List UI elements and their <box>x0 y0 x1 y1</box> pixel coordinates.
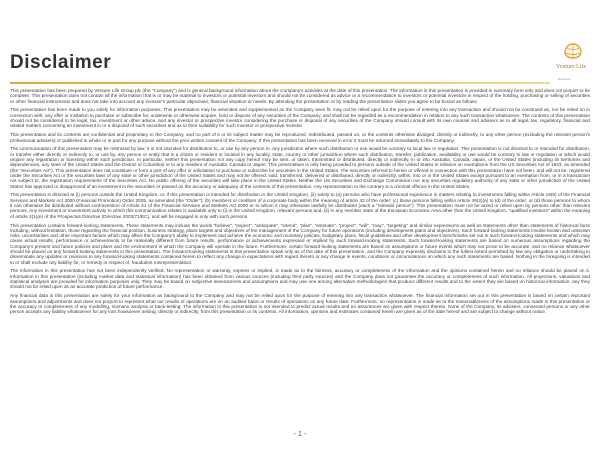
logo-tagline: life science <box>558 78 571 81</box>
disclaimer-body <box>10 88 590 318</box>
page-title: Disclaimer <box>10 52 112 73</box>
disclaimer-paragraph: This presentation and its contents are confidential and proprietary to the Company, and no part of it or its subject matter may be reproduced, redistributed, passed on, or the contents otherwise divulged, directly or indirectly, to any other person (excluding the relevant person's professional advisers) or published in whole or in part for any purpose without the prior written consent of the Company. If this presentation has been received in error it must be returned immediately to the Company. <box>10 132 590 143</box>
disclaimer-paragraph: This presentation has been made to you solely for information purposes. This presentation may be amended and supplemented as the Company sees fit, may not be relied upon for the purpose of entering into any transaction and should not be construed as, nor be relied on in connection with, any offer or invitation to purchase or subscribe for, underwrite or otherwise acquire, hold or dispose of any securities of the Company, and shall not be regarded as a recommendation in relation to any such transaction whatsoever. The contents of this presentation should not be considered to be legal, tax, investment or other advice, and any investor or prospective investor considering the purchase or disposal of any securities of the Company should consult with its own counsel and advisers as to all legal, tax, regulatory, financial and related matters concerning an investment in or a disposal of such securities and as to their suitability for such investor or prospective investor. <box>10 107 590 129</box>
disclaimer-paragraph: This presentation is directed at (i) persons outside the United Kingdom, or, if this presentation is intended for distribution in the United Kingdom, (ii) solely to (a) persons who have professional experience in matters relating to investments falling within Article 19(5) of the Financial Services and Markets Act 2000 (Financial Promotion) Order 2005, as amended (the "Order"); (b) members or creditors of a corporate body within the meaning of article 43 of the order; (c) those persons falling within Article 49(2)(a) to (d) of the order; or (d) those persons to whom it can otherwise be distributed without contravention of Article 21 of the Financial Services and Markets Act 2000 or to whom it may otherwise lawfully be distributed (each a "relevant person"). This presentation must not be acted or relied upon by persons other than relevant persons. Any investment or investment activity to which this communication relates is available only to (i) in the United Kingdom, relevant persons and, (ii) in any member state of the European Economic Area other than the United Kingdom, "qualified investors" within the meaning of article 2(1)(e) of the Prospectus Directive (Directive 2003/71/EC), and will be engaged in only with such persons. <box>10 192 590 219</box>
page-number: - 1 - <box>293 431 307 438</box>
venture-life-logo-icon <box>551 40 595 80</box>
disclaimer-paragraph: Any financial data in this presentation are solely for your information as background to the Company and may not be relied upon for the purpose of entering into any transaction whatsoever. The financial information set out in this presentation is based on certain important assumptions and adjustments and does not purport to represent what our results of operations are on an audited basis or results of operations on any future date. Furthermore, no representation is made as to the reasonableness of the assumptions made in this presentation or the accuracy or completeness of any modelling, scenario analysis or back-testing. The information in this presentation is not intended to predict actual results and no assurances are given with respect thereto. None of the Company, its advisers, connected persons or any other person accepts any liability whatsoever for any loss howsoever arising, directly or indirectly, from this presentation or its contents. All information, opinions and estimates contained herein are given as of the date hereof and are subject to change without notice. <box>10 293 590 315</box>
logo-wordmark: Venture Life <box>556 64 587 70</box>
disclaimer-paragraph: The information in this presentation has not been independently verified. No representation or warranty, express or implied, is made as to the fairness, accuracy or completeness of the information and the opinions contained herein and no reliance should be placed on it. Information in this presentation (including market data and statistical information) has been obtained from various sources (including third party sources) and the Company does not guarantee the accuracy or completeness of such information. All projections, valuations and statistical analyses are provided for information purposes only. They may be based on subjective assessments and assumptions and may use one among alternative methodologies that produce different results and to the extent they are based on historical information, any they should not be relied upon as an accurate prediction of future performance. <box>10 268 590 290</box>
title-divider <box>10 82 550 84</box>
disclaimer-paragraph: This presentation contains forward-looking statements. These statements may include the words "believe", "expect", "anticipate", "intend", "plan", "estimate", "project", "will", "may", "targeting" and similar expressions as well as statements other than statements of historical facts including, without limitation, those regarding the financial position, business strategy, plans targets and objectives of the management of the Company for future operations (including development plans and objectives). Such forward-looking statements involve known and unknown risks, uncertainties and other important factors which may affect the Company's ability to implement and achieve the economic and monetary policies, budgetary plans, fiscal guidelines and other development benchmarks set out in such forward-looking statements and which may cause actual results, performance or achievements to be materially different from future results, performance or achievements expressed or implied by such forward-looking statements. Such forward-looking statements are based on numerous assumptions regarding the Company's present and future policies and plans and the environment in which the Company will operate in the future. Furthermore, certain forward-looking statements are based on assumptions or future events which may not prove to be accurate, and no reliance whatsoever should be placed on any forward-looking statements in this presentation. The forward-looking statements in this presentation speak only as of the date of this presentation, and the Company expressly disclaims to the fullest extent permitted by law any obligation or undertaking to disseminate any updates or revisions to any forward-looking statements contained herein to reflect any change in expectations with regard thereto or any change in events, conditions or circumstances on which any such statements are based. Nothing in the foregoing is intended to or shall exclude any liability for, or remedy in respect of, fraudulent misrepresentation. <box>10 222 590 265</box>
disclaimer-paragraph: This presentation has been prepared by Venture Life Group plc (the "Company") and is general background information about the Company's activities at the date of this presentation. The information in this presentation is provided in summary form only and does not purport to be complete. This presentation does not contain all the information that is or may be material to investors or potential investors and should not be considered as advice or a recommendation to investors or potential investors in respect of the holding, purchasing or selling of securities or other financial instruments and does not take into account any investor's particular objectives, financial situation or needs. By attending the presentation or by reading the presentation slides you agree to be bound as follows: <box>10 88 590 104</box>
disclaimer-paragraph: The communication of this presentation may be restricted by law; it is not intended for distribution to, or use by any person in, any jurisdiction where such distribution or use would be contrary to local law or regulation. This presentation is not directed to or intended for distribution, or transfer either directly or indirectly to, or use by, any person or entity that is a citizen or resident or located in any locality, state, country or other jurisdiction where such distribution, transfer, publication, availability or use would be contrary to law or regulation or which would require any registration or licensing within such jurisdiction. In particular, neither this presentation nor any copy hereof may be sent, or taken, transmitted or distributed, directly or indirectly, in or into Australia, Canada, Japan, or the United States (including its territories and dependencies, any state of the United States and the District of Columbia) or to any resident of Australia, Canada or Japan. This presentation is only being provided to persons outside of the United States in reliance on exemptions from the US Securities Act of 1933, as amended (the "Securities Act"). This presentation does not constitute or form a part of any offer or solicitation to purchase or subscribe for securities in the United States. The securities referred to herein or offered in connection with this presentation have not been, and will not be, registered under the Securities Act or the securities laws of any state or other jurisdiction of the United States and may not be offered, sold, transferred, delivered or distributed, directly or indirectly, within, into or in the United States except pursuant to an exemption from, or in a transaction not subject to, the registration requirements of the Securities Act. No public offering of the securities will take place in the United States. Neither the US Securities and Exchange Commission nor any securities regulatory authority of any state or other jurisdiction of the United States has approved or disapproved of an investment in the securities or passed on the accuracy or adequacy of the contents of this presentation. Any representation to the contrary is a criminal offence in the United States. <box>10 146 590 189</box>
